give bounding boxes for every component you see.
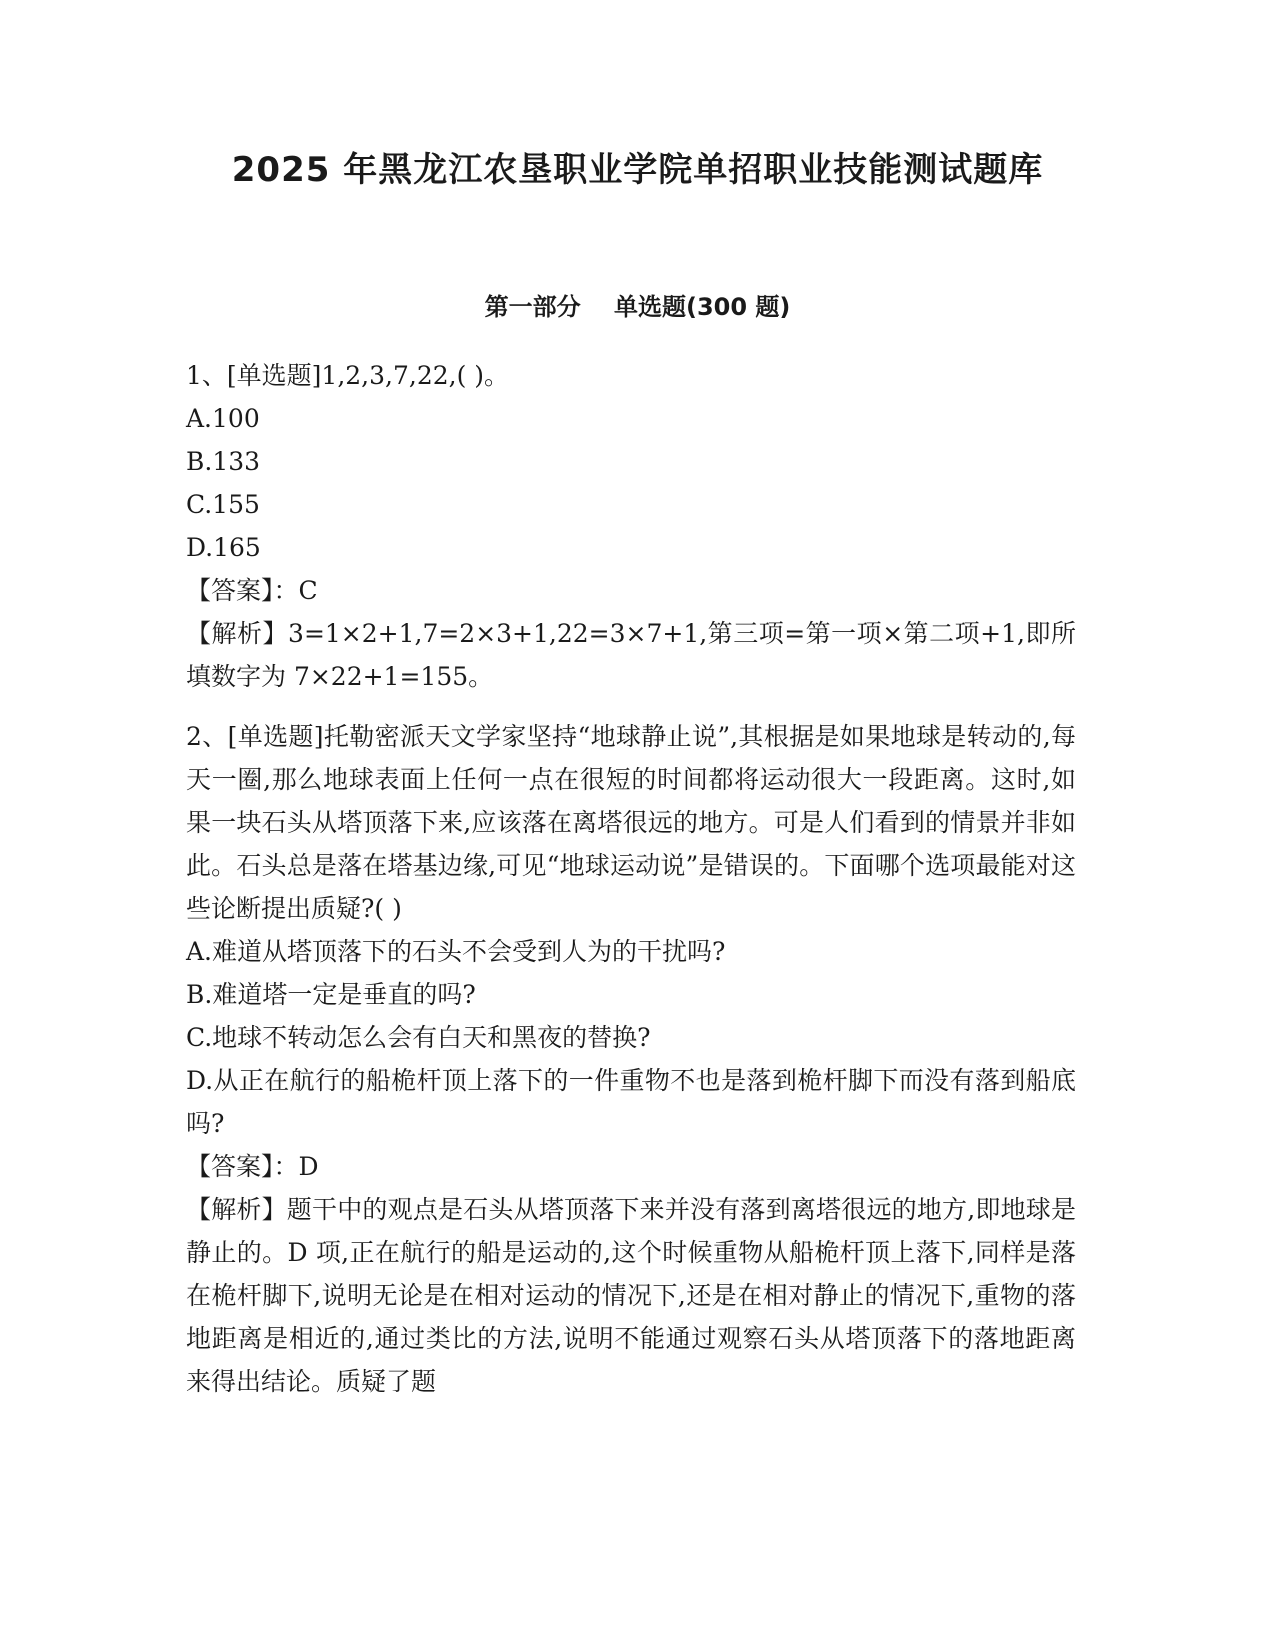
option-a: A.难道从塔顶落下的石头不会受到人为的干扰吗?	[186, 937, 726, 966]
option-d: D.165	[186, 533, 261, 562]
question-stem: 2、[单选题]托勒密派天文学家坚持“地球静止说”,其根据是如果地球是转动的,每天一圈,那么地球表面上任何一点在很短的时间都将运动很大一段距离。这时,如果一块石头从塔顶落下来,应该落在离塔很远的地方。可是人们看到的情景并非如此。石头总是落在塔基边缘,可见“地球运动说”是错误的。下面哪个选项最能对这些论断提出质疑?( )	[186, 722, 1076, 923]
question-stem: 1、[单选题]1,2,3,7,22,( )。	[186, 361, 510, 390]
option-d: D.从正在航行的船桅杆顶上落下的一件重物不也是落到桅杆脚下而没有落到船底吗?	[186, 1066, 1076, 1138]
section-title: 第一部分 单选题(300 题)	[484, 293, 791, 321]
question-1	[186, 354, 1076, 698]
option-c: C.地球不转动怎么会有白天和黑夜的替换?	[186, 1023, 651, 1052]
analysis: 【解析】题干中的观点是石头从塔顶落下来并没有落到离塔很远的地方,即地球是静止的。D 项,正在航行的船是运动的,这个时候重物从船桅杆顶上落下,同样是落在桅杆脚下,说明无论是在相对运动的情况下,还是在相对静止的情况下,重物的落地距离是相近的,通过类比的方法,说明不能通过观察石头从塔顶落下的落地距离来得出结论。质疑了题	[186, 1195, 1076, 1396]
answer: 【答案】：C	[186, 576, 318, 605]
document-title: 2025 年黑龙江农垦职业学院单招职业技能测试题库	[231, 150, 1044, 190]
option-a: A.100	[186, 404, 260, 433]
analysis: 【解析】3=1×2+1,7=2×3+1,22=3×7+1,第三项=第一项×第二项+1,即所填数字为 7×22+1=155。	[186, 619, 1076, 691]
question-spacer	[186, 698, 1076, 715]
question-2	[186, 715, 1076, 1403]
option-b: B.133	[186, 447, 261, 476]
option-c: C.155	[186, 490, 260, 519]
answer: 【答案】：D	[186, 1152, 319, 1181]
question-list	[186, 354, 1076, 1403]
option-b: B.难道塔一定是垂直的吗?	[186, 980, 476, 1009]
